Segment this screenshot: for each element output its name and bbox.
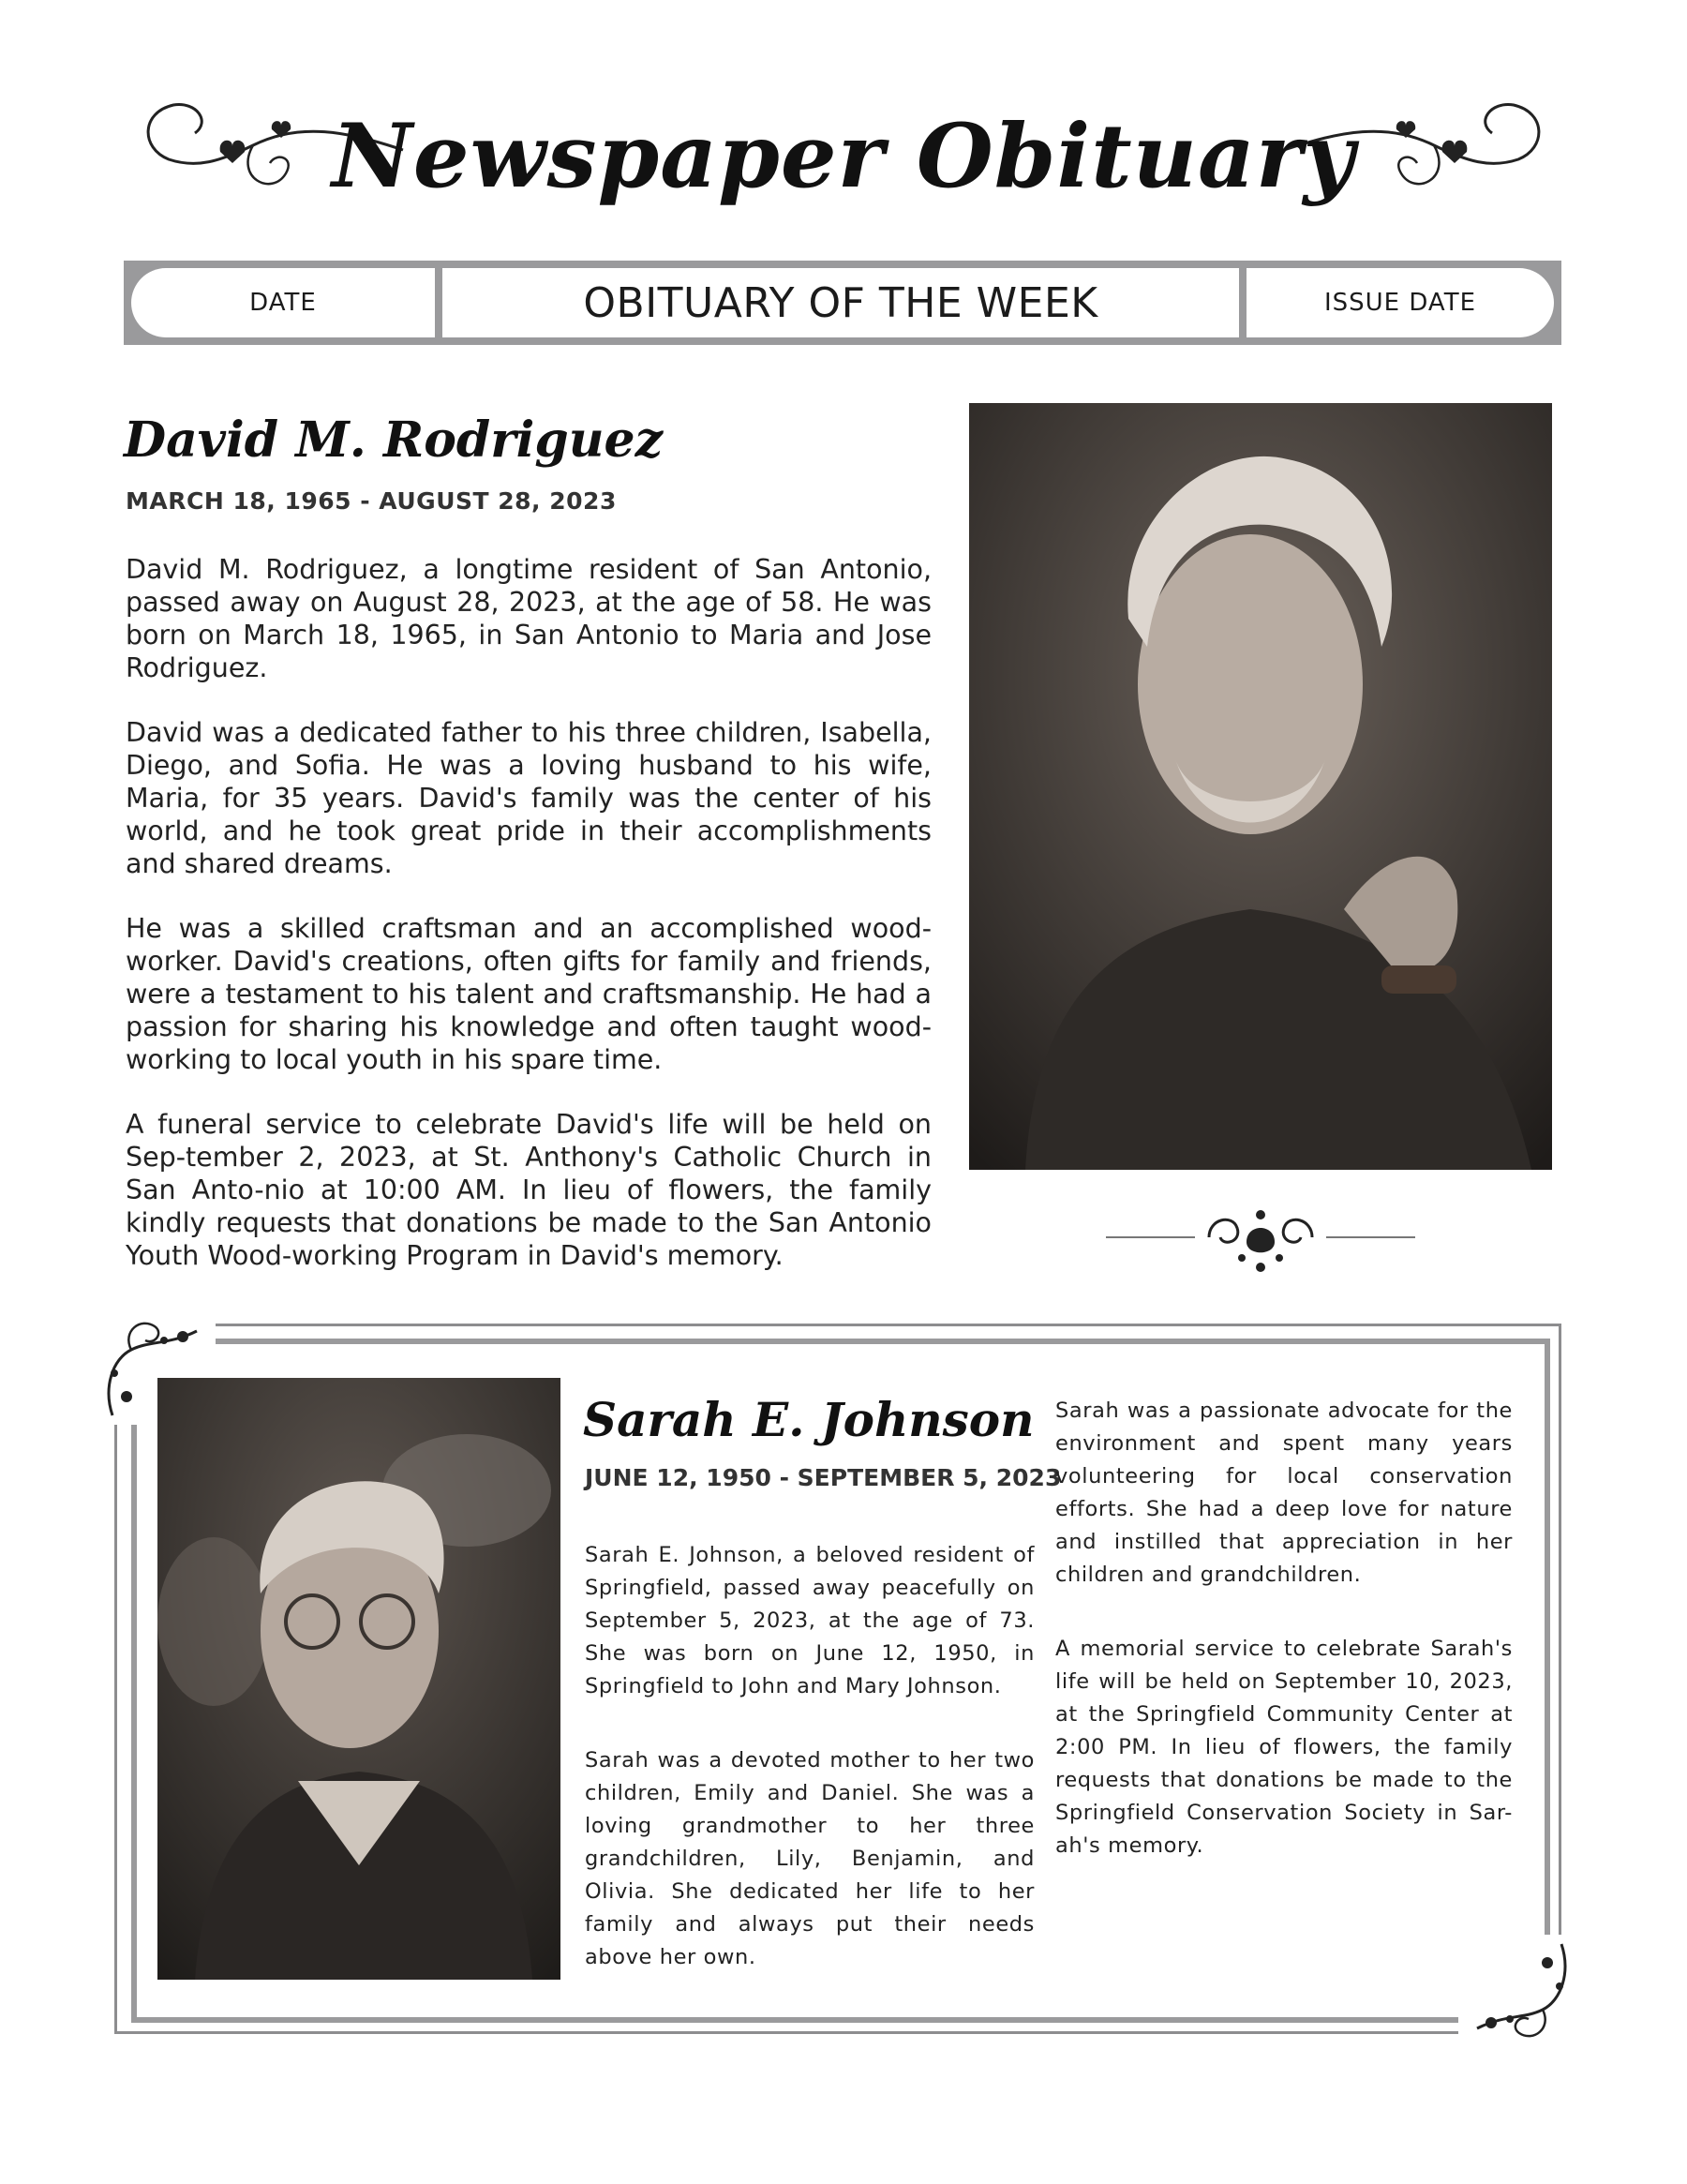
obituary-2-paragraph: A memorial service to celebrate Sarah's life will be held on September 10, 2023, at the Springfield Community Center at 2:00 PM. In lieu of flowers, the family requests that donations be made to the Springfield Conservation Society in Sar-ah's memory. [1055, 1637, 1513, 1858]
obituary-2-paragraph: Sarah E. Johnson, a beloved resident of Springfield, passed away peacefully on September 5, 2023, at the age of 73. She was born on June 12, 1950, in Springfield to John and Mary Johnson. [585, 1543, 1035, 1698]
obituary-2-photo [157, 1378, 560, 1980]
obituary-1-paragraph: David M. Rodriguez, a longtime resident of San Antonio, passed away on August 28, 2023, at the age of 58. He was born on March 18, 1965, in San Antonio to Maria and Jose Rodriguez. [126, 554, 932, 683]
obituary-2-column-right [1055, 1395, 1513, 1904]
obituary-2-paragraph: Sarah was a devoted mother to her two children, Emily and Daniel. She was a loving grandmother to her three grandchildren, Lily, Benjamin, and Olivia. She dedicated her life to her family and always put their needs above her own. [585, 1748, 1035, 1969]
header-title: OBITUARY OF THE WEEK [442, 268, 1239, 337]
header-bar [124, 261, 1561, 345]
corner-ornament-icon [1458, 1935, 1580, 2057]
obituary-1-paragraph: A funeral service to celebrate David's life will be held on Sep-tember 2, 2023, at St. Anthony's Catholic Church in San Anto-nio at 10:00 AM. In lieu of flowers, the family kindly requests that donations be made to the San Antonio Youth Wood-working Program in David's memory. [126, 1109, 932, 1271]
obituary-1-photo [969, 403, 1552, 1170]
obituary-1-name: David M. Rodriguez [124, 411, 664, 469]
masthead-title: Newspaper Obituary [331, 105, 1356, 208]
obituary-1-paragraph: He was a skilled craftsman and an accomplished wood-worker. David's creations, often gifts for family and friends, were a testament to his talent and craftsmanship. He had a passion for sharing his knowledge and often taught wood-working to local youth in his spare time. [126, 913, 932, 1075]
obituary-2-column-left [585, 1539, 1035, 2015]
obituary-2-paragraph: Sarah was a passionate advocate for the environment and spent many years volunteering for local conservation efforts. She had a deep love for nature and instilled that appreciation in her children and grandchildren. [1055, 1399, 1513, 1587]
obituary-1-paragraph: David was a dedicated father to his three children, Isabella, Diego, and Sofia. He was a loving husband to his wife, Maria, for 35 years. David's family was the center of his world, and he took great pride in their accomplishments and shared dreams. [126, 717, 932, 879]
divider-ornament-icon [1106, 1200, 1415, 1275]
header-issue-date-label: ISSUE DATE [1247, 268, 1554, 337]
obituary-1-body [126, 553, 932, 1304]
header-date-label: DATE [131, 268, 435, 337]
obituary-2-dates: JUNE 12, 1950 - SEPTEMBER 5, 2023 [585, 1464, 1062, 1491]
obituary-1-dates: MARCH 18, 1965 - AUGUST 28, 2023 [126, 487, 617, 515]
obituary-2-name: Sarah E. Johnson [583, 1392, 1035, 1447]
